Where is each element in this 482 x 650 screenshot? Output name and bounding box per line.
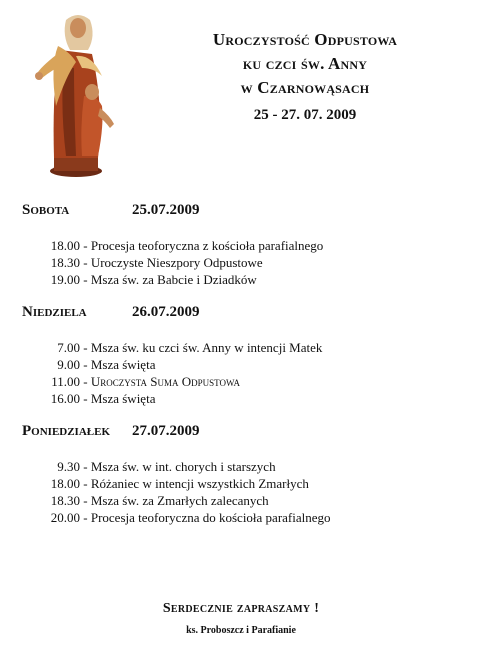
invitation-text: Serdecznie zapraszamy ! bbox=[162, 601, 320, 616]
day-date: 27.07.2009 bbox=[132, 423, 200, 439]
schedule-row: 7.00 - Msza św. ku czci św. Anny w intencji Matek bbox=[57, 340, 323, 355]
schedule-row: 9.30 - Msza św. w int. chorych i starszych bbox=[57, 459, 276, 474]
header-title-line1: Uroczystość Odpustowa bbox=[212, 30, 398, 49]
header-title-line3: w Czarnowąsach bbox=[240, 78, 370, 97]
schedule-row: 19.00 - Msza św. za Babcie i Dziadków bbox=[50, 272, 257, 287]
day-heading-monday bbox=[22, 423, 200, 440]
footer bbox=[0, 601, 482, 636]
schedule-row: 18.00 - Różaniec w intencji wszystkich Zmarłych bbox=[50, 476, 309, 491]
schedule-list-monday bbox=[22, 458, 331, 526]
header-dates: 25 - 27. 07. 2009 bbox=[253, 107, 357, 123]
day-heading-sunday bbox=[22, 304, 200, 321]
day-date: 26.07.2009 bbox=[132, 304, 200, 320]
schedule-row: 11.00 - Uroczysta Suma Odpustowa bbox=[51, 374, 240, 389]
event-header bbox=[165, 28, 445, 126]
saint-anne-statue-icon bbox=[30, 6, 120, 178]
day-heading-saturday bbox=[22, 202, 200, 219]
schedule-row: 20.00 - Procesja teoforyczna do kościoła parafialnego bbox=[50, 510, 331, 525]
schedule-list-sunday bbox=[22, 339, 322, 407]
day-date: 25.07.2009 bbox=[132, 202, 200, 218]
day-name: Sobota bbox=[22, 202, 70, 218]
schedule-row: 18.30 - Msza św. za Zmarłych zalecanych bbox=[50, 493, 269, 508]
day-name: Niedziela bbox=[22, 304, 87, 320]
schedule-row: 9.00 - Msza święta bbox=[57, 357, 156, 372]
schedule-row: 18.30 - Uroczyste Nieszpory Odpustowe bbox=[50, 255, 263, 270]
schedule-list-saturday bbox=[22, 237, 323, 288]
schedule-row: 16.00 - Msza święta bbox=[50, 391, 156, 406]
day-name: Poniedziałek bbox=[22, 423, 111, 439]
signature-text: ks. Proboszcz i Parafianie bbox=[186, 625, 296, 636]
header-title-line2: ku czci św. Anny bbox=[242, 54, 368, 73]
schedule-row: 18.00 - Procesja teoforyczna z kościoła parafialnego bbox=[50, 238, 324, 253]
